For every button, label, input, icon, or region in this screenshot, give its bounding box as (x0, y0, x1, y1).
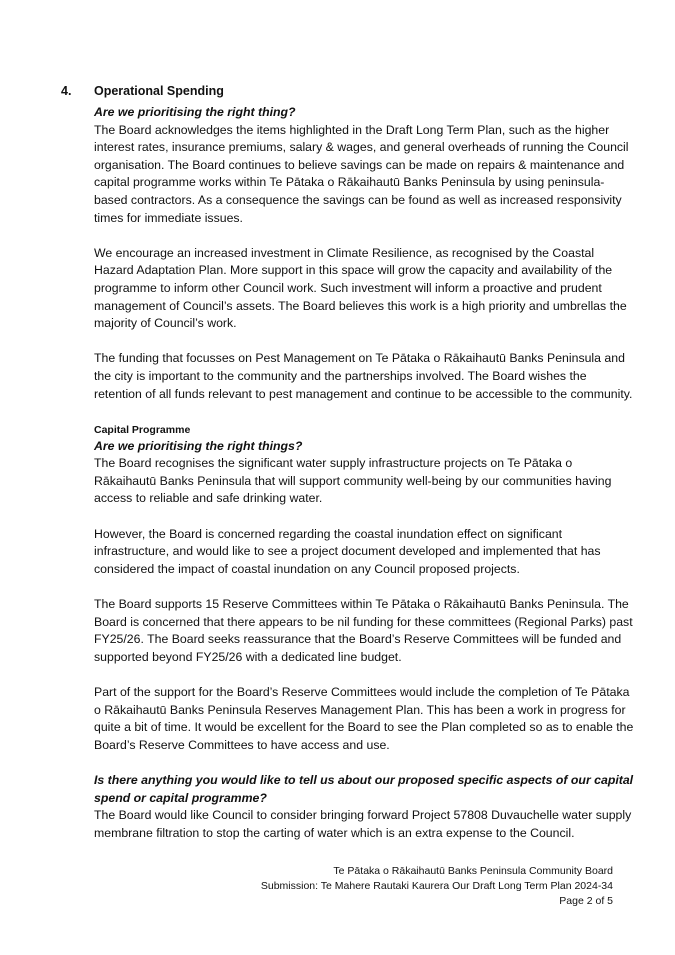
capital-paragraph-2: However, the Board is concerned regarding the coastal inundation effect on significant infrastructure, and would like to see a project document developed and implemented that has considered the impact of coastal inundation on any Council proposed projects. (94, 526, 601, 576)
footer-page-number: Page 2 of 5 (559, 895, 613, 907)
operational-paragraph-1: The Board acknowledges the items highlighted in the Draft Long Term Plan, such as the higher interest rates, insurance premiums, salary & wages, and general overheads of running the Council organisation. The Board continues to believe savings can be made on repairs & maintenance and capital programme works within Te Pātaka o Rākaihautū Banks Peninsula by using peninsula-based contractors. As a consequence the savings can be found as well as increased responsivity times for immediate issues. (94, 122, 629, 225)
capital-final-paragraph: The Board would like Council to consider bringing forward Project 57808 Duvauchelle water supply membrane filtration to stop the carting of water which is an extra expense to the Council. (94, 808, 632, 840)
footer-board-name: Te Pātaka o Rākaihautū Banks Peninsula Community Board (333, 865, 613, 877)
footer-submission-title: Submission: Te Mahere Rautaki Kaurera Our Draft Long Term Plan 2024-34 (260, 880, 613, 892)
section-body (94, 104, 634, 842)
capital-paragraph-1: The Board recognises the significant water supply infrastructure projects on Te Pātaka o Rākaihautū Banks Peninsula that will support community well-being by our communities having access to reliable and safe drinking water. (94, 456, 612, 506)
operational-paragraph-3: The funding that focusses on Pest Management on Te Pātaka o Rākaihautū Banks Peninsula and the city is important to the community and the partnerships involved. The Board wishes the retention of all funds relevant to pest management and continue to be accessible to the community. (94, 351, 633, 401)
operational-paragraph-2: We encourage an increased investment in Climate Resilience, as recognised by the Coastal Hazard Adaptation Plan. More support in this space will grow the capacity and availability of the programme to inform other Council work. Such investment will inform a proactive and prudent management of Council’s assets. The Board believes this work is a high priority and umbrellas the majority of Council’s work. (94, 245, 627, 331)
capital-paragraph-4: Part of the support for the Board’s Reserve Committees would include the completion of Te Pātaka o Rākaihautū Banks Peninsula Reserves Management Plan. This has been a work in progress for quite a bit of time. It would be excellent for the Board to see the Plan completed so as to enable the Board’s Reserve Committees to have access and use. (94, 685, 634, 752)
operational-question: Are we prioritising the right thing? (94, 105, 296, 119)
capital-question: Are we prioritising the right things? (94, 438, 303, 453)
capital-programme-heading: Capital Programme (94, 423, 191, 436)
section-number: 4. (61, 84, 72, 98)
capital-question-2: Is there anything you would like to tell us about our proposed specific aspects of our capital spend or capital programme? (94, 772, 634, 805)
section-title: Operational Spending (94, 84, 224, 98)
page-footer (261, 864, 613, 909)
capital-paragraph-3: The Board supports 15 Reserve Committees within Te Pātaka o Rākaihautū Banks Peninsula. The Board is concerned that there appears to be nil funding for these committees (Regional Parks) past FY25/26. The Board seeks reassurance that the Board’s Reserve Committees will be funded and supported beyond FY25/26 with a dedicated line budget. (94, 597, 633, 664)
